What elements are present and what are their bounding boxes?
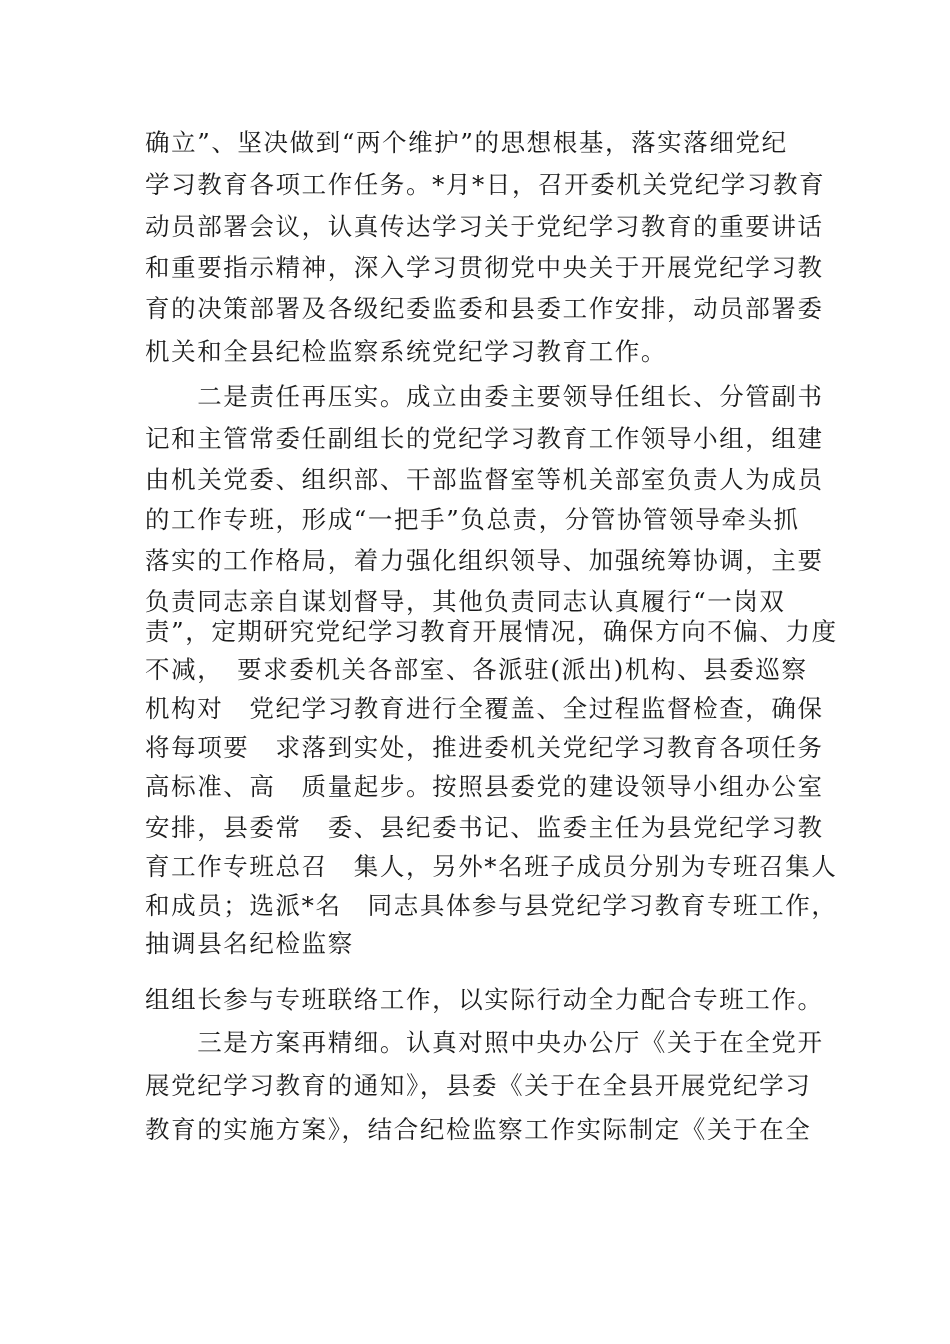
text-line: 组组长参与专班联络工作，以实际行动全力配合专班工作。 (145, 985, 824, 1014)
text-line: 机关和全县纪检监察系统党纪学习教育工作。 (145, 337, 667, 366)
paragraph-start-line: 三是方案再精细。认真对照中央办公厅《关于在全党开 (145, 1028, 824, 1057)
text-line: 抽调县名纪检监察 (145, 929, 354, 958)
text-line: 动员部署会议，认真传达学习关于党纪学习教育的重要讲话 (145, 212, 824, 241)
text-line: 学习教育各项工作任务。*月*日，召开委机关党纪学习教育 (145, 170, 826, 199)
text-line: 高标准、高 质量起步。按照县委党的建设领导小组办公室 (145, 772, 824, 801)
text-line: 责”，定期研究党纪学习教育开展情况，确保方向不偏、力度 (145, 617, 838, 646)
text-line: 负责同志亲自谋划督导，其他负责同志认真履行“一岗双 (145, 587, 786, 616)
text-line: 和成员；选派*名 同志具体参与县党纪学习教育专班工作， (145, 891, 838, 920)
text-line: 不减， 要求委机关各部室、各派驻(派出)机构、县委巡察 (145, 655, 808, 684)
text-line: 安排，县委常 委、县纪委书记、监委主任为县党纪学习教 (145, 813, 824, 842)
text-line: 将每项要 求落到实处，推进委机关党纪学习教育各项任务 (145, 733, 824, 762)
text-line: 确立”、坚决做到“两个维护”的思想根基，落实落细党纪 (145, 128, 788, 157)
paragraph-start-line: 二是责任再压实。成立由委主要领导任组长、分管副书 (145, 382, 824, 411)
text-line: 展党纪学习教育的通知》，县委《关于在全县开展党纪学习 (145, 1071, 812, 1100)
text-line: 记和主管常委任副组长的党纪学习教育工作领导小组，组建 (145, 424, 824, 453)
text-line: 育的决策部署及各级纪委监委和县委工作安排，动员部署委 (145, 294, 824, 323)
text-line: 育工作专班总召 集人，另外*名班子成员分别为专班召集人 (145, 852, 838, 881)
text-line: 由机关党委、组织部、干部监督室等机关部室负责人为成员 (145, 465, 824, 494)
text-line: 和重要指示精神，深入学习贯彻党中央关于开展党纪学习教 (145, 253, 824, 282)
text-line: 机构对 党纪学习教育进行全覆盖、全过程监督检查，确保 (145, 694, 824, 723)
text-line: 教育的实施方案》，结合纪检监察工作实际制定《关于在全 (145, 1115, 812, 1144)
text-line: 落实的工作格局，着力强化组织领导、加强统筹协调，主要 (145, 546, 824, 575)
text-line: 的工作专班，形成“一把手”负总责，分管协管领导牵头抓 (145, 505, 800, 534)
